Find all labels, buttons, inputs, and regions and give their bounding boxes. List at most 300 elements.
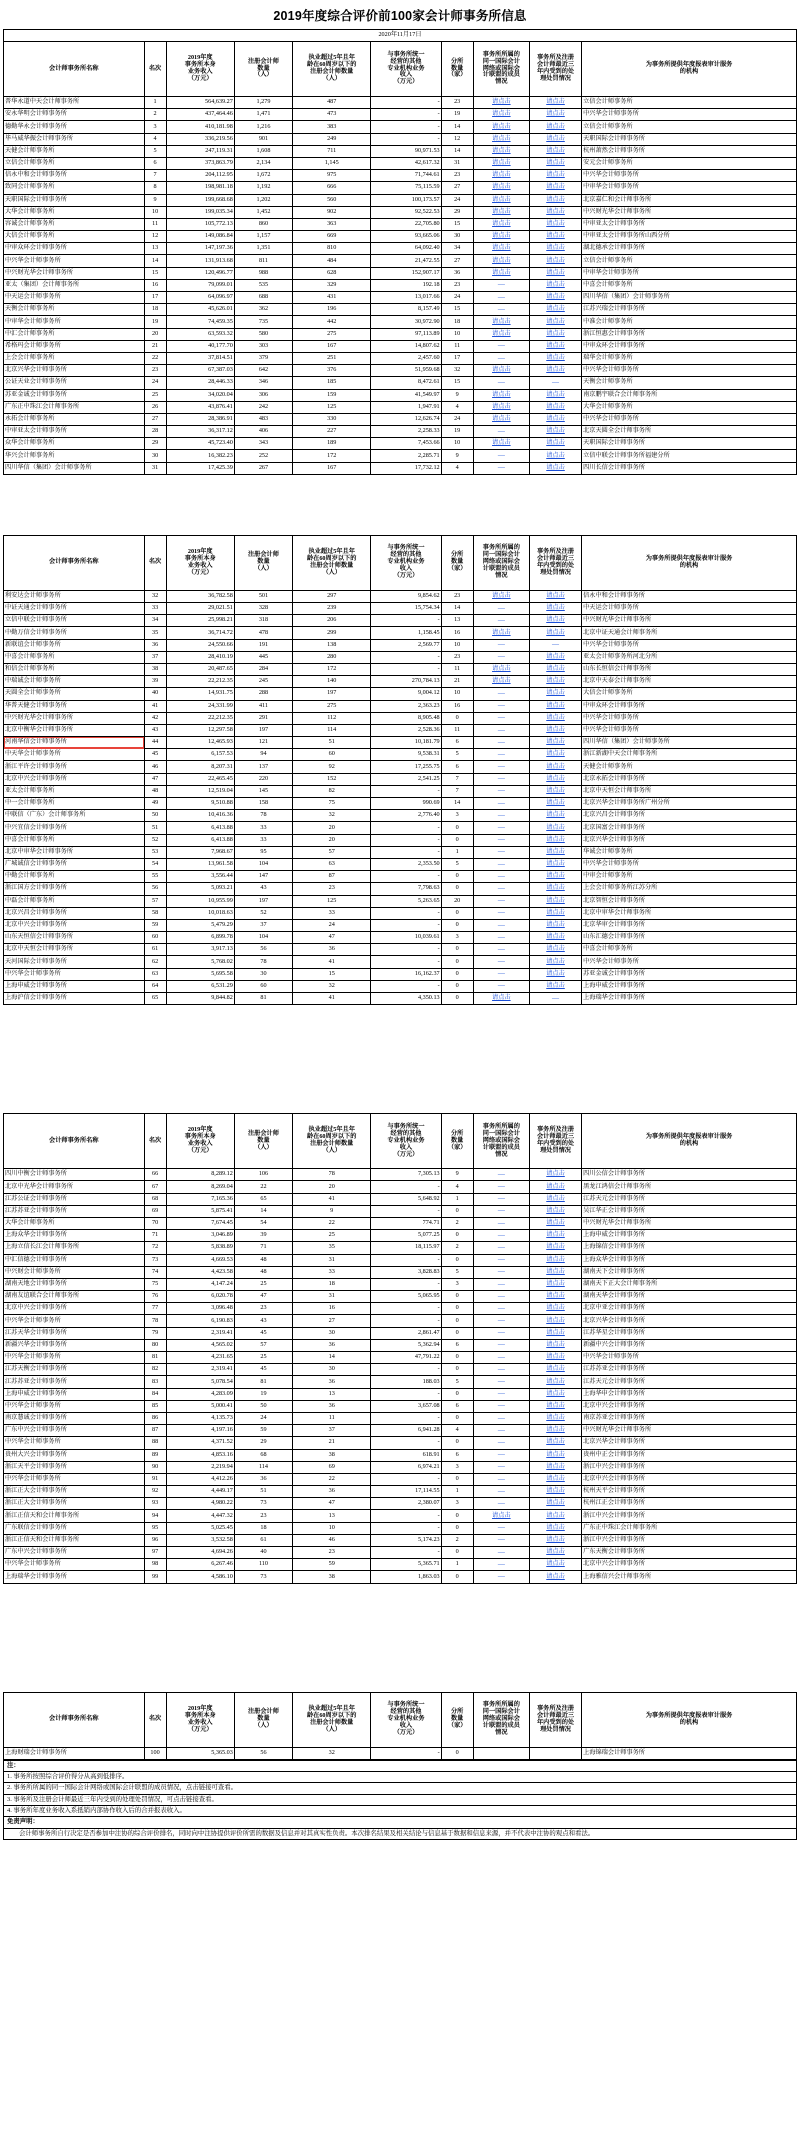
cell-penalty-link[interactable]: 请点击 <box>546 256 565 264</box>
cell-penalty-link[interactable]: 请点击 <box>546 811 565 819</box>
cell-penalty-link[interactable]: 请点击 <box>546 896 565 904</box>
cell-penalty-link[interactable]: 请点击 <box>546 390 565 398</box>
table-row[interactable] <box>4 761 797 773</box>
cell-penalty[interactable] <box>529 676 581 688</box>
cell-penalty-link[interactable]: 请点击 <box>546 884 565 892</box>
cell-penalty-link[interactable]: 请点击 <box>546 616 565 624</box>
cell-network-link[interactable]: 请点击 <box>492 220 511 227</box>
cell-penalty[interactable] <box>529 1352 581 1364</box>
cell-penalty[interactable] <box>529 1169 581 1181</box>
table-row[interactable] <box>4 206 797 218</box>
cell-penalty-link[interactable]: 请点击 <box>546 232 565 240</box>
cell-penalty-link[interactable]: 请点击 <box>546 159 565 167</box>
cell-network-link[interactable]: 请点击 <box>492 232 511 240</box>
cell-penalty-link[interactable]: 请点击 <box>546 933 565 941</box>
cell-penalty-link[interactable]: 请点击 <box>546 1438 565 1446</box>
cell-network[interactable] <box>473 401 529 413</box>
table-row[interactable] <box>4 1169 797 1181</box>
cell-penalty[interactable] <box>529 182 581 194</box>
table-row[interactable] <box>4 785 797 797</box>
cell-penalty-link[interactable]: 请点击 <box>546 1267 565 1275</box>
cell-penalty-link[interactable]: 请点击 <box>546 1511 565 1519</box>
cell-network[interactable] <box>473 194 529 206</box>
table-row[interactable] <box>4 194 797 206</box>
table-row[interactable] <box>4 97 797 109</box>
cell-penalty[interactable] <box>529 700 581 712</box>
cell-network[interactable] <box>473 993 529 1005</box>
cell-penalty-link[interactable]: 请点击 <box>546 439 565 447</box>
cell-penalty-link[interactable]: 请点击 <box>546 1426 565 1434</box>
cell-penalty[interactable] <box>529 438 581 450</box>
cell-penalty-link[interactable]: 请点击 <box>546 969 565 977</box>
table-row[interactable] <box>4 1303 797 1315</box>
cell-network-link[interactable]: 请点击 <box>492 244 511 252</box>
cell-penalty[interactable] <box>529 737 581 749</box>
table-row[interactable] <box>4 846 797 858</box>
table-row[interactable] <box>4 895 797 907</box>
cell-penalty[interactable] <box>529 1278 581 1290</box>
cell-penalty[interactable] <box>529 944 581 956</box>
cell-penalty-link[interactable]: 请点击 <box>546 1401 565 1409</box>
cell-network[interactable] <box>473 413 529 425</box>
table-row[interactable] <box>4 858 797 870</box>
cell-penalty[interactable] <box>529 615 581 627</box>
cell-penalty[interactable] <box>529 328 581 340</box>
table-row[interactable] <box>4 1559 797 1571</box>
table-row[interactable] <box>4 462 797 474</box>
cell-network[interactable] <box>473 243 529 255</box>
cell-penalty[interactable] <box>529 858 581 870</box>
cell-penalty[interactable] <box>529 231 581 243</box>
cell-network[interactable] <box>473 231 529 243</box>
cell-network[interactable] <box>473 328 529 340</box>
cell-penalty-link[interactable]: 请点击 <box>546 183 565 191</box>
table-row[interactable] <box>4 1193 797 1205</box>
table-row[interactable] <box>4 688 797 700</box>
cell-penalty[interactable] <box>529 1217 581 1229</box>
cell-network-link[interactable]: 请点击 <box>492 122 511 130</box>
cell-network[interactable] <box>473 438 529 450</box>
cell-penalty-link[interactable]: 请点击 <box>546 451 565 459</box>
cell-network[interactable] <box>473 663 529 675</box>
cell-penalty[interactable] <box>529 980 581 992</box>
table-row[interactable] <box>4 438 797 450</box>
cell-penalty[interactable] <box>529 157 581 169</box>
cell-penalty-link[interactable]: 请点击 <box>546 860 565 868</box>
cell-penalty-link[interactable]: 请点击 <box>546 402 565 410</box>
cell-penalty-link[interactable]: 请点击 <box>546 1194 565 1202</box>
cell-penalty[interactable] <box>529 218 581 230</box>
cell-network-link[interactable]: 请点击 <box>492 994 511 1002</box>
cell-penalty[interactable] <box>529 798 581 810</box>
cell-penalty[interactable] <box>529 1376 581 1388</box>
cell-penalty[interactable] <box>529 267 581 279</box>
cell-penalty[interactable] <box>529 1400 581 1412</box>
cell-penalty-link[interactable]: 请点击 <box>546 1280 565 1287</box>
cell-penalty[interactable] <box>529 1254 581 1266</box>
cell-network-link[interactable]: 请点击 <box>492 159 511 167</box>
cell-network-link[interactable]: 请点击 <box>492 628 511 636</box>
table-row[interactable] <box>4 993 797 1005</box>
table-row[interactable] <box>4 907 797 919</box>
cell-penalty-link[interactable]: 请点击 <box>546 98 565 106</box>
table-row[interactable] <box>4 1498 797 1510</box>
cell-penalty-link[interactable]: 请点击 <box>546 823 565 831</box>
table-row[interactable] <box>4 603 797 615</box>
cell-penalty[interactable] <box>529 413 581 425</box>
cell-penalty-link[interactable]: 请点击 <box>546 689 565 697</box>
table-row[interactable] <box>4 700 797 712</box>
cell-penalty[interactable] <box>529 822 581 834</box>
table-row[interactable] <box>4 352 797 364</box>
table-row[interactable] <box>4 377 797 389</box>
table-row[interactable] <box>4 773 797 785</box>
cell-penalty-link[interactable]: 请点击 <box>546 463 565 471</box>
cell-penalty[interactable] <box>529 810 581 822</box>
cell-penalty-link[interactable]: 请点击 <box>546 652 565 660</box>
cell-penalty-link[interactable]: 请点击 <box>546 195 565 203</box>
cell-penalty-link[interactable]: 请点击 <box>546 957 565 965</box>
table-row[interactable] <box>4 255 797 267</box>
cell-network-link[interactable]: 请点击 <box>492 256 511 264</box>
cell-network-link[interactable]: 请点击 <box>492 171 511 179</box>
table-row[interactable] <box>4 133 797 145</box>
cell-penalty[interactable] <box>529 785 581 797</box>
cell-penalty[interactable] <box>529 109 581 121</box>
cell-penalty-link[interactable]: 请点击 <box>546 921 565 928</box>
cell-network[interactable] <box>473 1510 529 1522</box>
cell-penalty-link[interactable]: 请点击 <box>546 1572 565 1580</box>
table-row[interactable] <box>4 401 797 413</box>
table-row[interactable] <box>4 980 797 992</box>
cell-penalty[interactable] <box>529 1266 581 1278</box>
cell-penalty-link[interactable]: 请点击 <box>546 872 565 880</box>
table-row[interactable] <box>4 1291 797 1303</box>
cell-penalty[interactable] <box>529 1205 581 1217</box>
table-row[interactable] <box>4 279 797 291</box>
cell-penalty-link[interactable]: 请点击 <box>546 207 565 215</box>
cell-penalty[interactable] <box>529 761 581 773</box>
table-row[interactable] <box>4 1425 797 1437</box>
cell-penalty[interactable] <box>529 292 581 304</box>
table-row[interactable] <box>4 1486 797 1498</box>
cell-penalty[interactable] <box>529 255 581 267</box>
cell-network[interactable] <box>473 627 529 639</box>
cell-penalty[interactable] <box>529 712 581 724</box>
table-row[interactable] <box>4 1522 797 1534</box>
cell-penalty-link[interactable]: 请点击 <box>546 750 565 758</box>
cell-penalty[interactable] <box>529 919 581 931</box>
cell-penalty-link[interactable]: 请点击 <box>546 1475 565 1482</box>
table-row[interactable] <box>4 737 797 749</box>
cell-penalty[interactable] <box>529 1547 581 1559</box>
cell-penalty[interactable] <box>529 1571 581 1583</box>
cell-penalty-link[interactable]: 请点击 <box>546 628 565 636</box>
cell-network[interactable] <box>473 676 529 688</box>
cell-penalty-link[interactable]: 请点击 <box>546 835 565 843</box>
cell-penalty-link[interactable]: 请点击 <box>546 146 565 154</box>
table-row[interactable] <box>4 822 797 834</box>
table-row[interactable] <box>4 1278 797 1290</box>
table-row[interactable] <box>4 1266 797 1278</box>
cell-penalty-link[interactable]: 请点击 <box>546 1548 565 1556</box>
cell-penalty[interactable] <box>529 651 581 663</box>
table-row[interactable] <box>4 182 797 194</box>
table-row[interactable] <box>4 389 797 401</box>
table-row[interactable] <box>4 365 797 377</box>
cell-penalty[interactable] <box>529 194 581 206</box>
cell-penalty-link[interactable]: 请点击 <box>546 786 565 794</box>
cell-penalty[interactable] <box>529 688 581 700</box>
table-row[interactable] <box>4 1242 797 1254</box>
table-row[interactable] <box>4 340 797 352</box>
cell-penalty-link[interactable]: 请点击 <box>546 677 565 685</box>
cell-network-link[interactable]: 请点击 <box>492 366 511 374</box>
cell-penalty-link[interactable]: 请点击 <box>546 280 565 288</box>
cell-network[interactable] <box>473 316 529 328</box>
cell-network[interactable] <box>473 145 529 157</box>
cell-penalty-link[interactable]: 请点击 <box>546 665 565 673</box>
cell-penalty[interactable] <box>529 724 581 736</box>
cell-network-link[interactable]: 请点击 <box>492 591 511 599</box>
cell-penalty[interactable] <box>529 133 581 145</box>
cell-penalty[interactable] <box>529 871 581 883</box>
table-row[interactable] <box>4 968 797 980</box>
cell-penalty[interactable] <box>529 1193 581 1205</box>
cell-penalty[interactable] <box>529 1437 581 1449</box>
cell-penalty[interactable] <box>529 365 581 377</box>
cell-penalty[interactable] <box>529 170 581 182</box>
cell-penalty-link[interactable]: 请点击 <box>546 1365 565 1373</box>
cell-penalty[interactable] <box>529 97 581 109</box>
cell-penalty[interactable] <box>529 1339 581 1351</box>
cell-penalty-link[interactable]: 请点击 <box>546 220 565 227</box>
cell-penalty[interactable] <box>529 426 581 438</box>
cell-penalty-link[interactable]: 请点击 <box>546 726 565 733</box>
cell-network[interactable] <box>473 157 529 169</box>
cell-penalty[interactable] <box>529 1522 581 1534</box>
cell-penalty[interactable] <box>529 883 581 895</box>
cell-network[interactable] <box>473 182 529 194</box>
cell-penalty[interactable] <box>529 1315 581 1327</box>
table-row[interactable] <box>4 1376 797 1388</box>
table-row[interactable] <box>4 1747 797 1759</box>
cell-penalty-link[interactable]: 请点击 <box>546 1499 565 1507</box>
cell-penalty-link[interactable]: 请点击 <box>546 1340 565 1348</box>
cell-network-link[interactable]: 请点击 <box>492 207 511 215</box>
cell-penalty-link[interactable]: 请点击 <box>546 415 565 422</box>
cell-penalty-link[interactable]: 请点击 <box>546 1304 565 1312</box>
table-row[interactable] <box>4 1449 797 1461</box>
cell-penalty-link[interactable]: 请点击 <box>546 1170 565 1178</box>
cell-network[interactable] <box>473 389 529 401</box>
cell-penalty[interactable] <box>529 340 581 352</box>
table-row[interactable] <box>4 170 797 182</box>
table-row[interactable] <box>4 145 797 157</box>
cell-penalty-link[interactable]: 请点击 <box>546 1353 565 1361</box>
cell-penalty-link[interactable]: 请点击 <box>546 134 565 142</box>
cell-network[interactable] <box>473 255 529 267</box>
cell-penalty[interactable] <box>529 243 581 255</box>
table-row[interactable] <box>4 1510 797 1522</box>
cell-network-link[interactable]: 请点击 <box>492 134 511 142</box>
cell-penalty-link[interactable]: 请点击 <box>546 591 565 599</box>
table-row[interactable] <box>4 316 797 328</box>
cell-penalty-link[interactable]: 请点击 <box>546 1316 565 1324</box>
cell-penalty[interactable] <box>529 1510 581 1522</box>
cell-network[interactable] <box>473 133 529 145</box>
cell-penalty-link[interactable]: 请点击 <box>546 1243 565 1251</box>
cell-penalty[interactable] <box>529 206 581 218</box>
table-row[interactable] <box>4 676 797 688</box>
table-row[interactable] <box>4 639 797 651</box>
cell-penalty[interactable] <box>529 1412 581 1424</box>
table-row[interactable] <box>4 1205 797 1217</box>
cell-network-link[interactable]: 请点击 <box>492 98 511 106</box>
cell-penalty-link[interactable]: 请点击 <box>546 329 565 337</box>
cell-penalty[interactable] <box>529 603 581 615</box>
cell-penalty-link[interactable]: 请点击 <box>546 981 565 989</box>
table-row[interactable] <box>4 1400 797 1412</box>
cell-penalty[interactable] <box>529 834 581 846</box>
cell-network[interactable] <box>473 267 529 279</box>
table-row[interactable] <box>4 883 797 895</box>
cell-penalty[interactable] <box>529 1534 581 1546</box>
cell-penalty[interactable] <box>529 1327 581 1339</box>
cell-penalty[interactable] <box>529 1473 581 1485</box>
table-row[interactable] <box>4 810 797 822</box>
cell-penalty-link[interactable]: 请点击 <box>546 1450 565 1458</box>
cell-network-link[interactable]: 请点击 <box>492 390 511 398</box>
cell-penalty-link[interactable]: 请点击 <box>546 1535 565 1543</box>
table-row[interactable] <box>4 1339 797 1351</box>
table-row[interactable] <box>4 651 797 663</box>
cell-penalty[interactable] <box>529 316 581 328</box>
table-row[interactable] <box>4 1461 797 1473</box>
cell-network-link[interactable]: 请点击 <box>492 439 511 447</box>
cell-penalty[interactable] <box>529 1461 581 1473</box>
cell-network-link[interactable]: 请点击 <box>492 677 511 685</box>
table-row[interactable] <box>4 292 797 304</box>
cell-penalty[interactable] <box>529 1486 581 1498</box>
cell-network-link[interactable]: 请点击 <box>492 183 511 191</box>
cell-penalty-link[interactable]: 请点击 <box>546 908 565 916</box>
cell-penalty-link[interactable]: 请点击 <box>546 268 565 276</box>
cell-penalty-link[interactable]: 请点击 <box>546 1292 565 1300</box>
cell-penalty-link[interactable]: 请点击 <box>546 1487 565 1495</box>
cell-penalty[interactable] <box>529 1242 581 1254</box>
cell-penalty[interactable] <box>529 1449 581 1461</box>
cell-penalty-link[interactable]: 请点击 <box>546 1414 565 1422</box>
cell-penalty[interactable] <box>529 279 581 291</box>
cell-penalty-link[interactable]: 请点击 <box>546 305 565 313</box>
table-row[interactable] <box>4 627 797 639</box>
cell-network-link[interactable]: 请点击 <box>492 415 511 422</box>
table-row[interactable] <box>4 1473 797 1485</box>
table-row[interactable] <box>4 1230 797 1242</box>
cell-penalty-link[interactable]: 请点击 <box>546 847 565 855</box>
table-row[interactable] <box>4 1217 797 1229</box>
table-row[interactable] <box>4 749 797 761</box>
table-row[interactable] <box>4 932 797 944</box>
table-row[interactable] <box>4 712 797 724</box>
cell-penalty-link[interactable]: 请点击 <box>546 1231 565 1239</box>
cell-penalty[interactable] <box>529 627 581 639</box>
table-row[interactable] <box>4 1534 797 1546</box>
cell-penalty-link[interactable]: 请点击 <box>546 171 565 179</box>
cell-penalty[interactable] <box>529 462 581 474</box>
cell-penalty[interactable] <box>529 304 581 316</box>
cell-penalty-link[interactable]: 请点击 <box>546 799 565 807</box>
cell-penalty[interactable] <box>529 956 581 968</box>
table-row[interactable] <box>4 1254 797 1266</box>
table-row[interactable] <box>4 231 797 243</box>
table-row[interactable] <box>4 1315 797 1327</box>
cell-penalty-link[interactable]: 请点击 <box>546 1255 565 1263</box>
cell-network-link[interactable]: 请点击 <box>492 268 511 276</box>
cell-penalty[interactable] <box>529 907 581 919</box>
cell-penalty[interactable] <box>529 1364 581 1376</box>
cell-penalty[interactable] <box>529 1425 581 1437</box>
cell-network[interactable] <box>473 365 529 377</box>
cell-penalty-link[interactable]: 请点击 <box>546 366 565 374</box>
cell-penalty-link[interactable]: 请点击 <box>546 317 565 325</box>
cell-penalty[interactable] <box>529 450 581 462</box>
cell-penalty-link[interactable]: 请点击 <box>546 774 565 782</box>
table-row[interactable] <box>4 1547 797 1559</box>
cell-penalty-link[interactable]: 请点击 <box>546 1377 565 1385</box>
cell-penalty[interactable] <box>529 968 581 980</box>
cell-penalty[interactable] <box>529 773 581 785</box>
cell-penalty[interactable] <box>529 846 581 858</box>
table-row[interactable] <box>4 956 797 968</box>
cell-penalty-link[interactable]: 请点击 <box>546 945 565 953</box>
cell-network-link[interactable]: 请点击 <box>492 317 511 325</box>
cell-penalty[interactable] <box>529 389 581 401</box>
cell-network-link[interactable]: 请点击 <box>492 402 511 410</box>
cell-network[interactable] <box>473 218 529 230</box>
cell-penalty[interactable] <box>529 1181 581 1193</box>
table-row[interactable] <box>4 218 797 230</box>
table-row[interactable] <box>4 798 797 810</box>
cell-penalty-link[interactable]: 请点击 <box>546 244 565 252</box>
cell-penalty[interactable] <box>529 1388 581 1400</box>
cell-penalty[interactable] <box>529 932 581 944</box>
cell-penalty-link[interactable]: 请点击 <box>546 122 565 130</box>
table-row[interactable] <box>4 304 797 316</box>
cell-penalty[interactable] <box>529 1498 581 1510</box>
table-row[interactable] <box>4 834 797 846</box>
cell-penalty-link[interactable]: 请点击 <box>546 1523 565 1531</box>
table-row[interactable] <box>4 413 797 425</box>
cell-penalty-link[interactable]: 请点击 <box>546 427 565 435</box>
cell-penalty[interactable] <box>529 590 581 602</box>
table-row[interactable] <box>4 1181 797 1193</box>
cell-penalty[interactable] <box>529 352 581 364</box>
table-row[interactable] <box>4 1327 797 1339</box>
cell-penalty-link[interactable]: 请点击 <box>546 762 565 770</box>
table-row[interactable] <box>4 1352 797 1364</box>
table-row[interactable] <box>4 1388 797 1400</box>
table-row[interactable] <box>4 157 797 169</box>
cell-network-link[interactable]: 请点击 <box>492 110 511 118</box>
cell-penalty[interactable] <box>529 145 581 157</box>
cell-network-link[interactable]: 请点击 <box>492 329 511 337</box>
cell-penalty-link[interactable]: 请点击 <box>546 1389 565 1397</box>
cell-network[interactable] <box>473 170 529 182</box>
cell-penalty-link[interactable]: 请点击 <box>546 354 565 362</box>
table-row[interactable] <box>4 1364 797 1376</box>
